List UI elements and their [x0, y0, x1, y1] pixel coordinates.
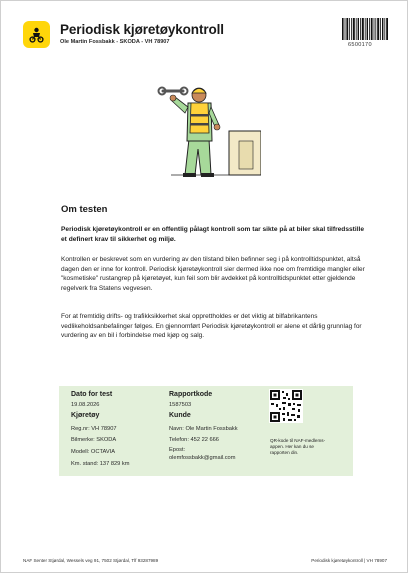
customer-email[interactable]: olemfossbakk@gmail.com [169, 455, 236, 461]
naf-logo-icon [23, 21, 50, 48]
date-value: 19.08.2026 [71, 402, 100, 408]
vehicle-label: Kjøretøy [71, 412, 100, 419]
paragraph-1: Kontrollen er beskrevet som en vurdering av den tilstand bilen befinner seg i på kontrolltidspunktet, altså dagen den er inne for kontroll. Periodisk kjøretøykontroll sier dermed ikke noe om fremtidige mangler eller "kosmetiske" rustangrep på kjøretøyet, kun feil som blir avdekket på kontrolltidspunktet etter gjeldende regelverk fra Statens vegvesen. [61, 256, 365, 292]
test-info-box [59, 386, 353, 476]
section-heading: Om testen [61, 204, 108, 215]
paragraph-2: For at fremtidig drifts- og trafikksikkerhet skal opprettholdes er det viktig at bilfabrikantens vedlikeholdsanbefalinger følges. En gjennomført Periodisk kjøretøykontroll er alene et dårlig grunnlag for vurdering av en bil i forbindelse med kjøp og salg. [61, 313, 362, 339]
footer-document-id: Periodisk kjøretøykontroll | VH 78907 [311, 558, 387, 563]
vehicle-reg: Reg.nr: VH 78907 [71, 426, 117, 432]
report-label: Rapportkode [169, 391, 213, 398]
customer-name: Navn: Ole Martin Fossbakk [169, 426, 238, 432]
date-label: Dato for test [71, 391, 113, 398]
qr-code-note: QR-kode til NAF-medlems-appen. Her kan du se rapporten din. [270, 438, 326, 456]
barcode-icon [342, 18, 388, 40]
lead-paragraph: Periodisk kjøretøykontroll er en offentlig pålagt kontroll som tar sikte på at biler skal tilfredsstille et definert krav til sikkerhet og miljø. [61, 226, 365, 243]
page-subtitle: Ole Martin Fossbakk - SKODA - VH 78907 [60, 39, 170, 45]
mechanic-with-wrench-icon [151, 81, 261, 191]
vehicle-km: Km. stand: 137 829 km [71, 461, 130, 467]
footer-address: NAF Senter Stjørdal, Wessels veg 91, 7502 Stjørdal, Tlf 93287989 [23, 558, 159, 563]
customer-phone: Telefon: 452 22 666 [169, 437, 219, 443]
qr-code-icon[interactable] [269, 389, 303, 423]
report-value: 1587503 [169, 402, 192, 408]
vehicle-make: Bilmerke: SKODA [71, 437, 117, 443]
customer-label: Kunde [169, 412, 191, 419]
vehicle-model: Modell: OCTAVIA [71, 449, 116, 455]
barcode-number: 6500170 [348, 42, 372, 48]
page-title: Periodisk kjøretøykontroll [60, 22, 224, 37]
customer-email-label: Epost: [169, 447, 186, 453]
